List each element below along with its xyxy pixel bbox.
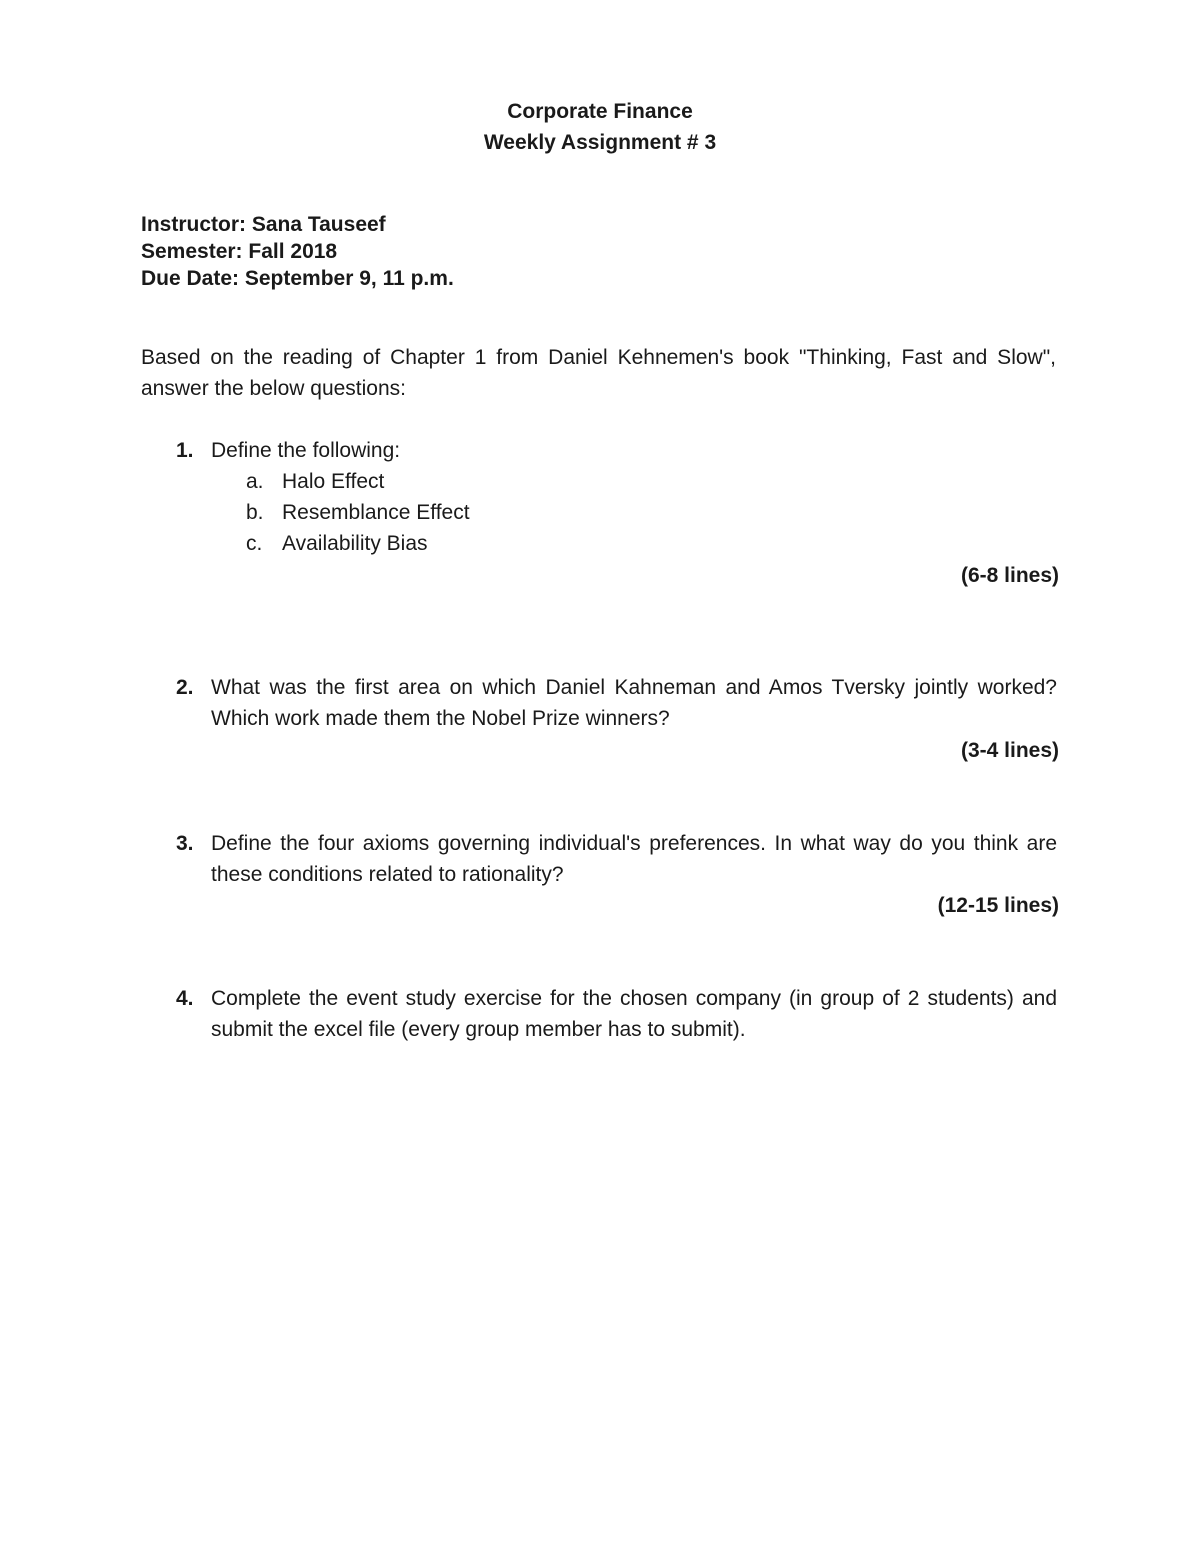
question-3-text: Define the four axioms governing individual's preferences. In what way do you think are these conditions related to rationality?: [211, 832, 1057, 886]
question-1-subitem-b-text: Resemblance Effect: [282, 501, 470, 524]
instructor-line: Instructor: Sana Tauseef: [141, 213, 386, 236]
question-2-text: What was the first area on which Daniel Kahneman and Amos Tversky jointly worked? Which work made them the Nobel Prize winners?: [211, 676, 1057, 730]
question-1-subitem-a-letter: a.: [246, 470, 264, 493]
question-1-subitem-c-letter: c.: [246, 532, 263, 555]
intro-paragraph: Based on the reading of Chapter 1 from Daniel Kehnemen's book "Thinking, Fast and Slow", answer the below questions:: [141, 346, 1056, 400]
assignment-title: Weekly Assignment # 3: [483, 131, 717, 154]
question-2-number: 2.: [176, 676, 194, 699]
question-1-subitem-b-letter: b.: [246, 501, 264, 524]
semester-line: Semester: Fall 2018: [141, 240, 338, 263]
question-4-number: 4.: [176, 987, 194, 1010]
question-2-length: (3-4 lines): [960, 739, 1059, 762]
question-1-length: (6-8 lines): [960, 564, 1059, 587]
question-1-text: Define the following:: [211, 439, 401, 462]
question-3-length: (12-15 lines): [937, 894, 1059, 917]
course-title: Corporate Finance: [507, 100, 693, 123]
question-3-number: 3.: [176, 832, 194, 855]
question-1-subitem-c-text: Availability Bias: [282, 532, 428, 555]
question-1-number: 1.: [176, 439, 194, 462]
question-4-text: Complete the event study exercise for the chosen company (in group of 2 students) and submit the excel file (every group member has to submit).: [211, 987, 1057, 1041]
question-1-subitem-a-text: Halo Effect: [282, 470, 385, 493]
due-date-line: Due Date: September 9, 11 p.m.: [141, 267, 454, 290]
